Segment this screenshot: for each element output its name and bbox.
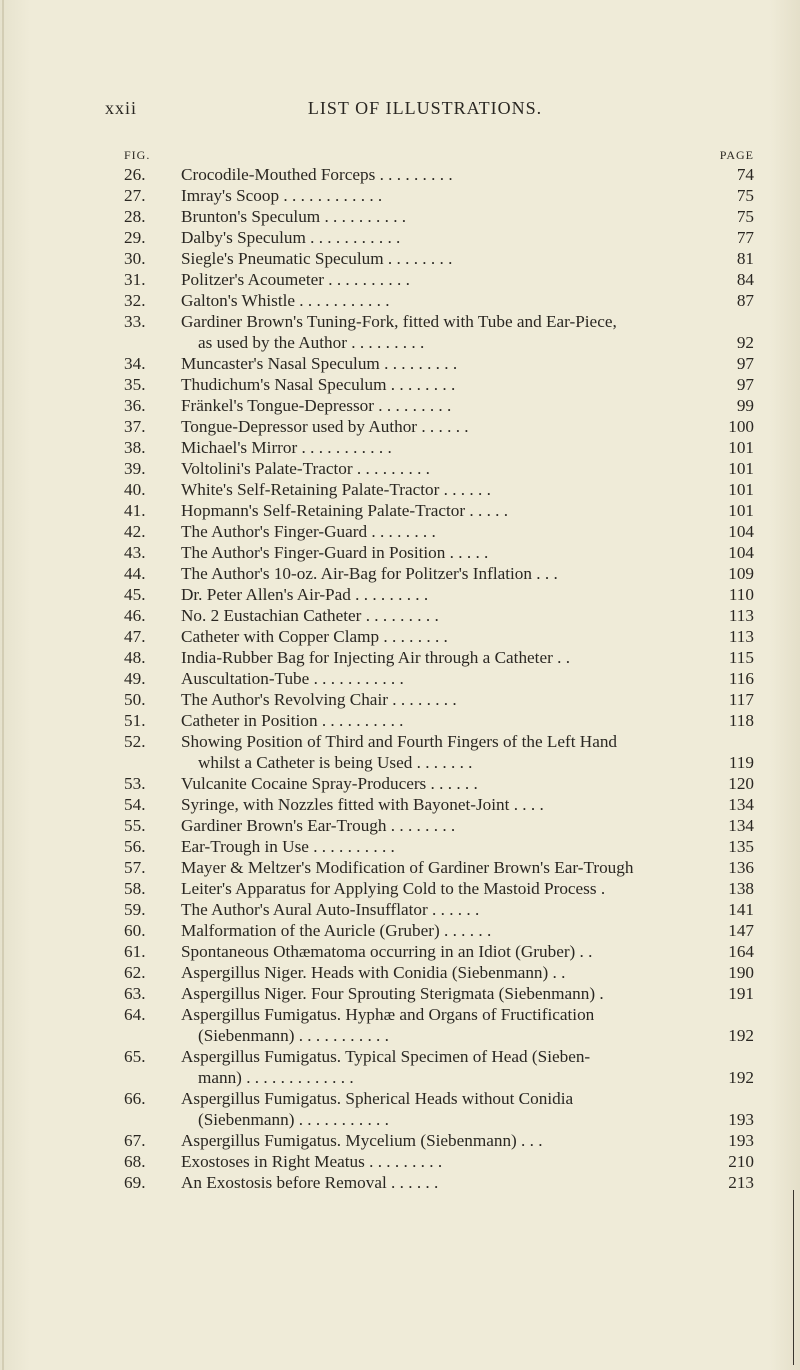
figure-number: 40. — [124, 480, 146, 499]
list-entry — [124, 500, 754, 521]
figure-number: 34. — [124, 354, 146, 373]
page-number: 97 — [736, 375, 754, 394]
figure-title — [181, 731, 714, 773]
page-number: 117 — [728, 690, 754, 709]
page-number: 210 — [728, 1152, 754, 1171]
list-entry — [124, 668, 754, 689]
figure-number: 63. — [124, 984, 146, 1003]
page-number: 213 — [728, 1173, 754, 1192]
page-number: 87 — [736, 291, 754, 310]
page-number: 147 — [728, 921, 754, 940]
list-entry — [124, 521, 754, 542]
figure-title-line: The Author's Finger-Guard . . . . . . . . — [181, 522, 436, 541]
figure-title-line: Aspergillus Fumigatus. Hyphæ and Organs of Fructification — [181, 1005, 595, 1024]
figure-title — [181, 626, 714, 647]
figure-number: 29. — [124, 228, 146, 247]
figure-title-line: White's Self-Retaining Palate-Tractor . . . . . . — [181, 480, 491, 499]
list-entry — [124, 1130, 754, 1151]
figure-title — [181, 311, 714, 353]
figure-number: 30. — [124, 249, 146, 268]
list-entry — [124, 248, 754, 269]
page-number: 141 — [728, 900, 754, 919]
figure-title-line: Fränkel's Tongue-Depressor . . . . . . . . . — [181, 396, 452, 415]
page-number: 97 — [736, 354, 754, 373]
figure-title-line: as used by the Author . . . . . . . . . — [198, 333, 425, 352]
figure-number: 61. — [124, 942, 146, 961]
figure-title-line: The Author's Aural Auto-Insufflator . . . . . . — [181, 900, 480, 919]
page-number: 84 — [736, 270, 754, 289]
page-number: 192 — [728, 1026, 754, 1045]
figure-title-line: An Exostosis before Removal . . . . . . — [181, 1173, 439, 1192]
figure-title-line: Gardiner Brown's Tuning-Fork, fitted with Tube and Ear-Piece, — [181, 312, 617, 331]
figure-title-line: Muncaster's Nasal Speculum . . . . . . . . . — [181, 354, 458, 373]
figure-title-line: Malformation of the Auricle (Gruber) . . . . . . — [181, 921, 492, 940]
figure-number: 50. — [124, 690, 146, 709]
page-number: 138 — [728, 879, 754, 898]
figure-title — [181, 269, 714, 290]
figure-title-line: Catheter in Position . . . . . . . . . . — [181, 711, 404, 730]
list-entry — [124, 416, 754, 437]
list-entry — [124, 878, 754, 899]
figure-number: 43. — [124, 543, 146, 562]
list-entry — [124, 395, 754, 416]
page-number: 192 — [728, 1068, 754, 1087]
list-entry — [124, 563, 754, 584]
page-number: 101 — [728, 501, 754, 520]
list-entry — [124, 1004, 754, 1046]
list-entry — [124, 773, 754, 794]
figure-number: 65. — [124, 1047, 146, 1066]
figure-title — [181, 353, 714, 374]
list-entry — [124, 731, 754, 773]
figure-title — [181, 584, 714, 605]
figure-title — [181, 458, 714, 479]
list-entry — [124, 836, 754, 857]
running-title: LIST OF ILLUSTRATIONS. — [307, 98, 543, 118]
figure-title-line: The Author's 10-oz. Air-Bag for Politzer's Inflation . . . — [181, 564, 558, 583]
page-edge-line — [793, 1190, 794, 1365]
figure-number: 51. — [124, 711, 146, 730]
list-entry — [124, 605, 754, 626]
page-number: 116 — [728, 669, 754, 688]
page-number: 104 — [728, 522, 754, 541]
figure-title-line: Syringe, with Nozzles fitted with Bayonet-Joint . . . . — [181, 795, 544, 814]
figure-title-line: (Siebenmann) . . . . . . . . . . . — [198, 1026, 389, 1045]
list-entry — [124, 374, 754, 395]
figure-title-line: Dalby's Speculum . . . . . . . . . . . — [181, 228, 401, 247]
figure-number: 47. — [124, 627, 146, 646]
figure-number: 69. — [124, 1173, 146, 1192]
list-entry — [124, 626, 754, 647]
figure-title-line: Imray's Scoop . . . . . . . . . . . . — [181, 186, 383, 205]
page-number: 81 — [736, 249, 754, 268]
figure-number: 55. — [124, 816, 146, 835]
page-number: 101 — [728, 459, 754, 478]
figure-number: 46. — [124, 606, 146, 625]
figure-title-line: The Author's Revolving Chair . . . . . . . . — [181, 690, 457, 709]
figure-title-line: Gardiner Brown's Ear-Trough . . . . . . . . — [181, 816, 456, 835]
figure-title — [181, 836, 714, 857]
figure-number: 31. — [124, 270, 146, 289]
figure-title-line: Catheter with Copper Clamp . . . . . . . . — [181, 627, 448, 646]
figure-number: 57. — [124, 858, 146, 877]
page-number: 75 — [736, 207, 754, 226]
list-entry — [124, 899, 754, 920]
figure-title — [181, 920, 714, 941]
figure-number: 52. — [124, 732, 146, 751]
figure-title — [181, 647, 714, 668]
list-entry — [124, 1172, 754, 1193]
figure-title — [181, 521, 714, 542]
list-entry — [124, 185, 754, 206]
figure-title — [181, 668, 714, 689]
page-number: 190 — [728, 963, 754, 982]
figure-title — [181, 857, 714, 878]
list-entry — [124, 1088, 754, 1130]
page-column-heading: PAGE — [719, 148, 754, 162]
figure-title — [181, 164, 714, 185]
page-number: 193 — [728, 1110, 754, 1129]
page-number: 115 — [728, 648, 754, 667]
list-entry — [124, 1151, 754, 1172]
figure-title — [181, 416, 714, 437]
figure-title — [181, 206, 714, 227]
page-number: 135 — [728, 837, 754, 856]
figure-title — [181, 437, 714, 458]
figure-number: 28. — [124, 207, 146, 226]
figure-number: 44. — [124, 564, 146, 583]
figure-number: 62. — [124, 963, 146, 982]
figure-number: 32. — [124, 291, 146, 310]
figure-title — [181, 248, 714, 269]
figure-title — [181, 941, 714, 962]
page-number: 101 — [728, 438, 754, 457]
page-number: 134 — [728, 816, 754, 835]
figure-number: 54. — [124, 795, 146, 814]
figure-title-line: Galton's Whistle . . . . . . . . . . . — [181, 291, 390, 310]
page-number: 74 — [736, 165, 754, 184]
list-entry — [124, 584, 754, 605]
figure-title — [181, 1172, 714, 1193]
figure-title — [181, 542, 714, 563]
list-entry — [124, 689, 754, 710]
list-entry — [124, 437, 754, 458]
illustrations-list — [124, 164, 754, 1193]
figure-title-line: whilst a Catheter is being Used . . . . . . . — [198, 753, 473, 772]
figure-number: 59. — [124, 900, 146, 919]
figure-title — [181, 899, 714, 920]
figure-number: 39. — [124, 459, 146, 478]
figure-number: 36. — [124, 396, 146, 415]
figure-title — [181, 290, 714, 311]
figure-title — [181, 878, 714, 899]
figure-title-line: mann) . . . . . . . . . . . . . — [198, 1068, 354, 1087]
figure-title — [181, 815, 714, 836]
list-entry — [124, 857, 754, 878]
figure-title-line: Aspergillus Niger. Heads with Conidia (Siebenmann) . . — [181, 963, 566, 982]
page-number: 99 — [736, 396, 754, 415]
figure-title-line: The Author's Finger-Guard in Position . . . . . — [181, 543, 489, 562]
figure-title-line: Siegle's Pneumatic Speculum . . . . . . . . — [181, 249, 453, 268]
list-entry — [124, 353, 754, 374]
figure-number: 58. — [124, 879, 146, 898]
list-entry — [124, 1046, 754, 1088]
figure-number: 33. — [124, 312, 146, 331]
figure-number: 64. — [124, 1005, 146, 1024]
list-entry — [124, 962, 754, 983]
column-headings — [124, 148, 754, 164]
figure-title — [181, 710, 714, 731]
figure-title-line: Vulcanite Cocaine Spray-Producers . . . . . . — [181, 774, 478, 793]
figure-number: 38. — [124, 438, 146, 457]
figure-title-line: Crocodile-Mouthed Forceps . . . . . . . . . — [181, 165, 453, 184]
figure-title — [181, 1130, 714, 1151]
list-entry — [124, 941, 754, 962]
page-number: 101 — [728, 480, 754, 499]
figure-title-line: Voltolini's Palate-Tractor . . . . . . . . . — [181, 459, 430, 478]
figure-title-line: Ear-Trough in Use . . . . . . . . . . — [181, 837, 395, 856]
list-entry — [124, 647, 754, 668]
page-number: 75 — [736, 186, 754, 205]
figure-title — [181, 374, 714, 395]
page-number: 120 — [728, 774, 754, 793]
list-entry — [124, 164, 754, 185]
page-number: 136 — [728, 858, 754, 877]
figure-number: 49. — [124, 669, 146, 688]
list-entry — [124, 710, 754, 731]
figure-title-line: (Siebenmann) . . . . . . . . . . . — [198, 1110, 389, 1129]
figure-title — [181, 1046, 714, 1088]
figure-number: 27. — [124, 186, 146, 205]
page-number: 113 — [728, 627, 754, 646]
figure-title-line: Michael's Mirror . . . . . . . . . . . — [181, 438, 392, 457]
figure-title-line: Aspergillus Niger. Four Sprouting Sterigmata (Siebenmann) . — [181, 984, 604, 1003]
figure-number: 53. — [124, 774, 146, 793]
list-entry — [124, 794, 754, 815]
page-number: 164 — [728, 942, 754, 961]
list-entry — [124, 290, 754, 311]
page-number: 119 — [728, 753, 754, 772]
figure-title-line: Dr. Peter Allen's Air-Pad . . . . . . . . . — [181, 585, 429, 604]
page-folio: xxii — [105, 98, 138, 118]
figure-title — [181, 479, 714, 500]
figure-title — [181, 605, 714, 626]
figure-number: 35. — [124, 375, 146, 394]
figure-number: 48. — [124, 648, 146, 667]
figure-number: 45. — [124, 585, 146, 604]
list-entry — [124, 227, 754, 248]
figure-number: 42. — [124, 522, 146, 541]
list-entry — [124, 983, 754, 1004]
figure-title — [181, 1151, 714, 1172]
figure-title — [181, 689, 714, 710]
figure-number: 41. — [124, 501, 146, 520]
figure-number: 60. — [124, 921, 146, 940]
figure-title — [181, 794, 714, 815]
page-number: 92 — [736, 333, 754, 352]
figure-title-line: Aspergillus Fumigatus. Typical Specimen of Head (Sieben- — [181, 1047, 591, 1066]
figure-title-line: Leiter's Apparatus for Applying Cold to the Mastoid Process . — [181, 879, 606, 898]
page-number: 77 — [736, 228, 754, 247]
page-number: 134 — [728, 795, 754, 814]
figure-title-line: Spontaneous Othæmatoma occurring in an Idiot (Gruber) . . — [181, 942, 593, 961]
figure-title — [181, 500, 714, 521]
figure-number: 66. — [124, 1089, 146, 1108]
figure-title-line: Aspergillus Fumigatus. Spherical Heads without Conidia — [181, 1089, 574, 1108]
figure-number: 67. — [124, 1131, 146, 1150]
figure-title — [181, 983, 714, 1004]
list-entry — [124, 479, 754, 500]
figure-title-line: No. 2 Eustachian Catheter . . . . . . . . . — [181, 606, 439, 625]
figure-title — [181, 395, 714, 416]
page-number: 193 — [728, 1131, 754, 1150]
figure-title — [181, 962, 714, 983]
list-entry — [124, 206, 754, 227]
figure-title-line: Brunton's Speculum . . . . . . . . . . — [181, 207, 407, 226]
figure-title — [181, 563, 714, 584]
figure-title — [181, 1004, 714, 1046]
list-entry — [124, 458, 754, 479]
list-entry — [124, 542, 754, 563]
page-edge-shadow — [2, 0, 4, 1370]
figure-title-line: Exostoses in Right Meatus . . . . . . . . . — [181, 1152, 443, 1171]
page-number: 110 — [728, 585, 754, 604]
figure-title-line: Auscultation-Tube . . . . . . . . . . . — [181, 669, 404, 688]
list-entry — [124, 920, 754, 941]
fig-column-heading: FIG. — [124, 148, 151, 162]
page-number: 109 — [728, 564, 754, 583]
figure-title-line: Aspergillus Fumigatus. Mycelium (Siebenmann) . . . — [181, 1131, 543, 1150]
figure-title — [181, 227, 714, 248]
figure-title-line: India-Rubber Bag for Injecting Air through a Catheter . . — [181, 648, 570, 667]
figure-title — [181, 185, 714, 206]
figure-number: 37. — [124, 417, 146, 436]
page-number: 191 — [728, 984, 754, 1003]
figure-title-line: Thudichum's Nasal Speculum . . . . . . . . — [181, 375, 456, 394]
figure-title-line: Mayer & Meltzer's Modification of Gardiner Brown's Ear-Trough — [181, 858, 634, 877]
figure-title-line: Tongue-Depressor used by Author . . . . . . — [181, 417, 469, 436]
page-number: 113 — [728, 606, 754, 625]
figure-number: 68. — [124, 1152, 146, 1171]
running-header — [105, 98, 745, 122]
figure-title-line: Showing Position of Third and Fourth Fingers of the Left Hand — [181, 732, 618, 751]
list-entry — [124, 311, 754, 353]
list-entry — [124, 269, 754, 290]
page-number: 100 — [728, 417, 754, 436]
figure-title — [181, 773, 714, 794]
figure-number: 26. — [124, 165, 146, 184]
list-entry — [124, 815, 754, 836]
figure-title-line: Hopmann's Self-Retaining Palate-Tractor . . . . . — [181, 501, 509, 520]
figure-title — [181, 1088, 714, 1130]
page-number: 104 — [728, 543, 754, 562]
page-number: 118 — [728, 711, 754, 730]
figure-title-line: Politzer's Acoumeter . . . . . . . . . . — [181, 270, 410, 289]
figure-number: 56. — [124, 837, 146, 856]
